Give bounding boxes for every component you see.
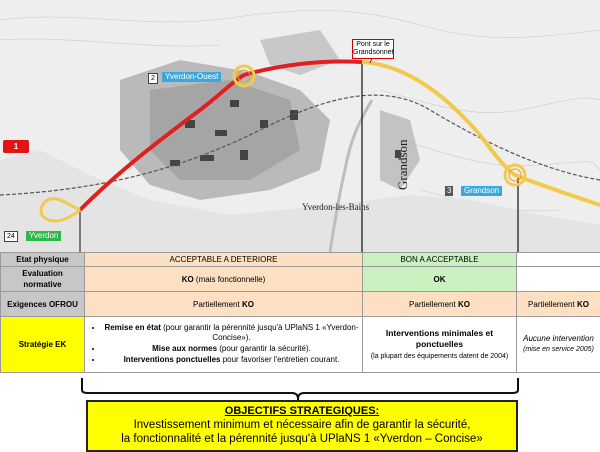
eval-ko-note: (mais fonctionnelle) — [194, 275, 266, 284]
list-item — [103, 355, 360, 365]
exit-number-badge: 2 — [148, 73, 158, 84]
row-strategie — [1, 317, 600, 373]
strategy-right-note: (mise en service 2005) — [519, 345, 598, 355]
exit-label-yverdon: Yverdon — [26, 231, 61, 241]
bracket-connector — [80, 378, 520, 402]
strategy-item-bold: Interventions ponctuelles — [124, 355, 221, 364]
place-label-yverdon: Yverdon-les-Bains — [302, 202, 369, 212]
exit-label-yverdon-ouest: Yverdon-Ouest — [162, 72, 221, 82]
cell-evaluation-col1 — [85, 267, 363, 292]
eval-ko: KO — [182, 275, 194, 284]
strategy-mid-title: Interventions minimales et ponctuelles — [386, 328, 493, 349]
exit-label-grandson: Grandson — [461, 186, 502, 196]
strategy-list — [87, 323, 360, 365]
cell-exigences-col1 — [85, 292, 363, 317]
objectives-line-1: Investissement minimum et nécessaire afin de garantir la sécurité, — [88, 418, 516, 432]
place-label-grandson: Grandson — [395, 139, 411, 190]
exig-ko: KO — [458, 300, 470, 309]
cell-etat-col2: BON A ACCEPTABLE — [363, 253, 517, 267]
exig-ko: KO — [242, 300, 254, 309]
exig-ko: KO — [577, 300, 589, 309]
strategy-mid-note: (la plupart des équipements datent de 2004) — [365, 351, 514, 362]
cell-exigences-col2 — [363, 292, 517, 317]
cell-evaluation-col3 — [517, 267, 600, 292]
exig-prefix: Partiellement — [528, 300, 577, 309]
strategy-item-text: (pour garantir la pérennité jusqu'à UPlaNS 1 «Yverdon-Concise»). — [161, 323, 359, 342]
row-label-exigences: Exigences OFROU — [1, 292, 85, 317]
callout-pont-grandsonnet: Pont sur le Grandsonnet — [352, 39, 394, 59]
strategy-right-title: Aucune intervention — [523, 334, 594, 343]
exit-number-badge: 3 — [445, 186, 453, 196]
list-item — [103, 323, 360, 343]
exig-prefix: Partiellement — [409, 300, 458, 309]
row-label-etat-physique: Etat physique — [1, 253, 85, 267]
objectives-title: OBJECTIFS STRATEGIQUES: — [88, 404, 516, 418]
cell-evaluation-col2: OK — [363, 267, 517, 292]
row-etat-physique — [1, 253, 600, 267]
objectives-line-2: la fonctionnalité et la pérennité jusqu'à UPlaNS 1 «Yverdon – Concise» — [88, 432, 516, 446]
cell-strategie-col1 — [85, 317, 363, 373]
cell-exigences-col3 — [517, 292, 600, 317]
list-item — [103, 344, 360, 354]
strategy-item-bold: Mise aux normes — [152, 344, 217, 353]
cell-etat-col1: ACCEPTABLE A DETERIORE — [85, 253, 363, 267]
strategy-item-text: pour favoriser l'entretien courant. — [220, 355, 339, 364]
cell-strategie-col2 — [363, 317, 517, 373]
strategy-item-bold: Remise en état — [104, 323, 160, 332]
motorway-route-badge: 1 — [3, 140, 29, 153]
exit-number-badge: 24 — [4, 231, 18, 242]
cell-etat-col3 — [517, 253, 600, 267]
strategic-objectives-box — [86, 400, 518, 452]
row-label-strategie: Stratégie EK — [1, 317, 85, 373]
cell-strategie-col3 — [517, 317, 600, 373]
row-evaluation — [1, 267, 600, 292]
strategy-item-text: (pour garantir la sécurité). — [217, 344, 311, 353]
exig-prefix: Partiellement — [193, 300, 242, 309]
row-exigences — [1, 292, 600, 317]
row-label-evaluation: Evaluation normative — [1, 267, 85, 292]
assessment-table — [0, 252, 600, 373]
